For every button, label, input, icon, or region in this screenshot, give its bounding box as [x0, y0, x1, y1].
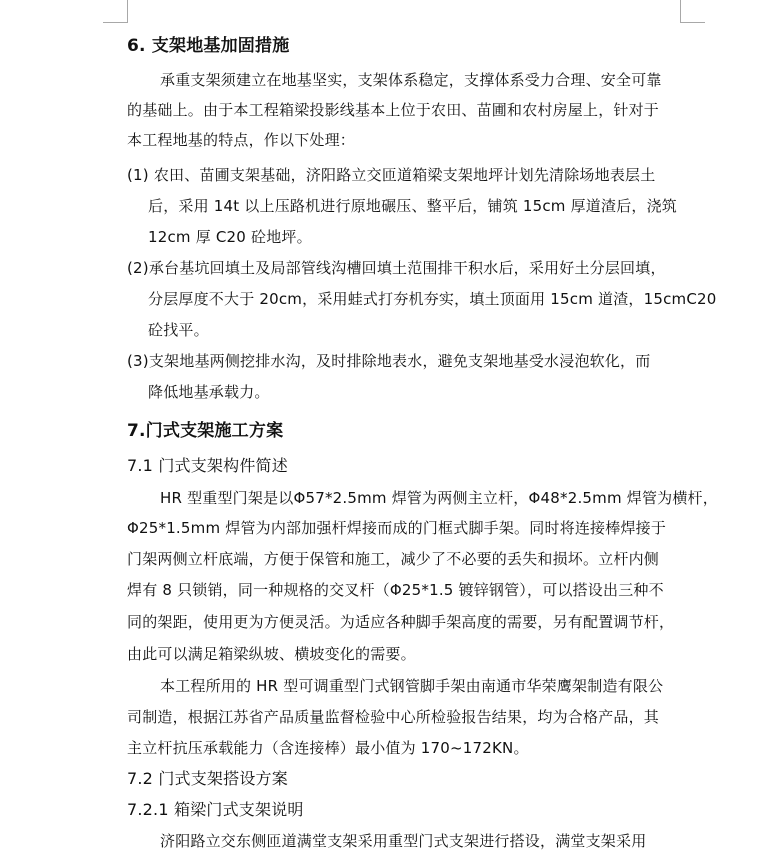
section-6-heading: 6. 支架地基加固措施 — [127, 36, 290, 56]
paragraph-line: 本工程所用的 HR 型可调重型门式钢管脚手架由南通市华荣鹰架制造有限公 — [160, 677, 664, 695]
list-item-line: (1) 农田、苗圃支架基础，济阳路立交匝道箱梁支架地坪计划先清除场地表层土 — [127, 166, 656, 184]
paragraph-line: 由此可以满足箱梁纵坡、横坡变化的需要。 — [127, 645, 416, 663]
subsection-7-2-1-heading: 7.2.1 箱梁门式支架说明 — [127, 800, 304, 819]
list-item-line: 后，采用 14t 以上压路机进行原地碾压、整平后，铺筑 15cm 厚道渣后，浇筑 — [148, 197, 677, 215]
list-item-line: 分层厚度不大于 20cm，采用蛙式打夯机夯实，填土顶面用 15cm 道渣，15cmC20 — [148, 290, 717, 308]
paragraph-line: 济阳路立交东侧匝道满堂支架采用重型门式支架进行搭设，满堂支架采用 — [160, 832, 647, 850]
paragraph-line: 同的架距，使用更为方便灵活。为适应各种脚手架高度的需要，另有配置调节杆， — [127, 613, 675, 631]
paragraph-line: 门架两侧立杆底端，方便于保管和施工，减少了不必要的丢失和损坏。立杆内侧 — [127, 550, 660, 568]
page-corner-mark-right — [680, 0, 705, 23]
subsection-7-2-heading: 7.2 门式支架搭设方案 — [127, 769, 288, 788]
page-corner-mark-left — [103, 0, 128, 23]
paragraph-line: 焊有 8 只锁销，同一种规格的交叉杆（Φ25*1.5 镀锌钢管），可以搭设出三种不 — [127, 581, 664, 599]
list-item-line: 12cm 厚 C20 砼地坪。 — [148, 228, 312, 246]
paragraph-line: 本工程地基的特点，作以下处理： — [127, 131, 356, 149]
paragraph-line: Φ25*1.5mm 焊管为内部加强杆焊接而成的门框式脚手架。同时将连接棒焊接于 — [127, 519, 667, 537]
list-item-line: 降低地基承载力。 — [148, 383, 270, 401]
list-item-line: (3)支架地基两侧挖排水沟，及时排除地表水，避免支架地基受水浸泡软化，而 — [127, 352, 651, 370]
list-item-line: (2)承台基坑回填土及局部管线沟槽回填土范围排干积水后，采用好土分层回填， — [127, 259, 666, 277]
paragraph-line: 主立杆抗压承载能力（含连接棒）最小值为 170~172KN。 — [127, 739, 529, 757]
subsection-7-1-heading: 7.1 门式支架构件简述 — [127, 456, 288, 475]
paragraph-line: 的基础上。由于本工程箱梁投影线基本上位于农田、苗圃和农村房屋上，针对于 — [127, 101, 660, 119]
paragraph-line: 司制造，根据江苏省产品质量监督检验中心所检验报告结果，均为合格产品，其 — [127, 708, 660, 726]
paragraph-line: HR 型重型门架是以Φ57*2.5mm 焊管为两侧主立杆，Φ48*2.5mm 焊管为横杆， — [160, 489, 718, 507]
paragraph-line: 承重支架须建立在地基坚实，支架体系稳定，支撑体系受力合理、安全可靠 — [160, 71, 662, 89]
section-7-heading: 7.门式支架施工方案 — [127, 421, 284, 441]
list-item-line: 砼找平。 — [148, 321, 209, 339]
